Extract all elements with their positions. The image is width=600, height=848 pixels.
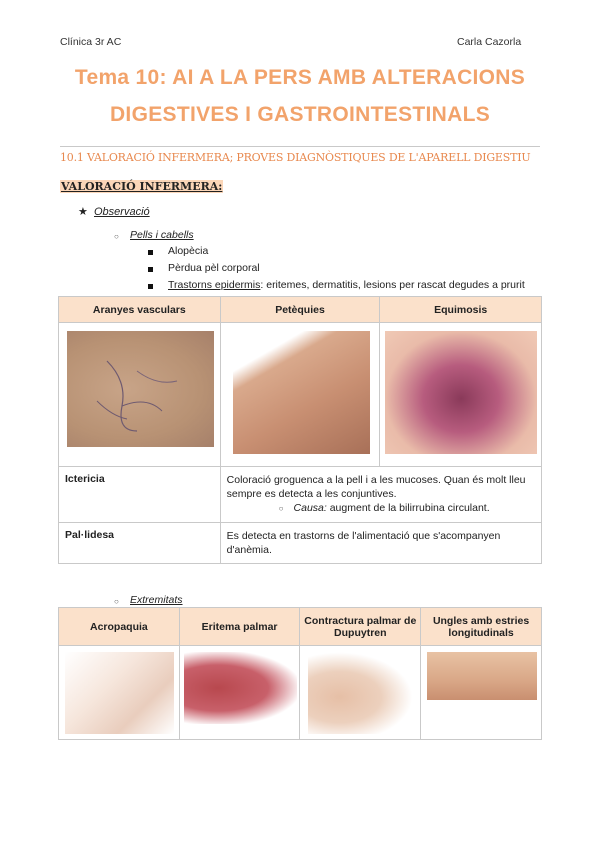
observacio-label: Observació — [94, 206, 150, 218]
clubbing-illustration — [65, 652, 174, 734]
image-cell — [59, 646, 180, 740]
skin-signs-table — [58, 296, 542, 564]
header-right: Carla Cazorla — [457, 36, 522, 48]
square-bullet-icon — [148, 267, 153, 272]
list-item: Pèrdua pèl corporal — [168, 262, 260, 274]
section-heading: 10.1 VALORACIÓ INFERMERA; PROVES DIAGNÒSTIQUES DE L'APARELL DIGESTIU — [60, 151, 531, 164]
horizontal-rule — [60, 146, 540, 147]
subsection-heading: VALORACIÓ INFERMERA: — [61, 180, 223, 193]
icteric-description: Coloració groguenca a la pell i a les mucoses. Quan és molt lleu sempre es detecta a les conjuntives. — [226, 474, 526, 500]
causa-text: augment de la bilirrubina circulant. — [326, 502, 490, 514]
image-cell — [300, 646, 421, 740]
dupuytren-image — [308, 652, 413, 734]
ecchymosis-image — [385, 331, 537, 454]
image-cell — [179, 646, 300, 740]
table-header: Acropaquia — [59, 608, 180, 646]
causa-label: Causa: — [293, 502, 327, 514]
extremities-table — [58, 607, 542, 740]
palmar-erythema-image — [184, 652, 297, 724]
star-icon: ★ — [78, 206, 88, 218]
pells-label: Pells i cabells — [130, 229, 194, 241]
extremitats-label: Extremitats — [130, 594, 183, 606]
trastorns-text: : eritemes, dermatitis, lesions per rascat degudes a prurit — [260, 279, 525, 291]
table-header: Aranyes vasculars — [59, 297, 221, 323]
row-label-pallor: Pal·lidesa — [59, 523, 221, 564]
square-bullet-icon — [148, 284, 153, 289]
table-header: Eritema palmar — [179, 608, 300, 646]
row-desc-icteric — [220, 467, 541, 523]
hollow-circle-bullet-icon: ○ — [114, 232, 119, 241]
nail-ridges-image — [427, 652, 537, 700]
table-header: Ungles amb estries longitudinals — [421, 608, 542, 646]
square-bullet-icon — [148, 250, 153, 255]
image-cell — [59, 323, 221, 467]
vascular-spider-image — [67, 331, 214, 447]
image-cell — [421, 646, 542, 740]
trastorns-link: Trastorns epidermis — [168, 279, 261, 291]
row-desc-pallor: Es detecta en trastorns de l'alimentació que s'acompanyen d'anèmia. — [220, 523, 541, 564]
vein-pattern — [67, 331, 214, 447]
hollow-circle-bullet-icon: ○ — [114, 597, 119, 606]
image-cell — [220, 323, 380, 467]
row-label-icteric: Ictericia — [59, 467, 221, 523]
petechiae-image — [233, 331, 370, 454]
table-header: Petèquies — [220, 297, 380, 323]
table-header: Equimosis — [380, 297, 542, 323]
table-header: Contractura palmar de Dupuytren — [300, 608, 421, 646]
list-item-trastorns — [168, 279, 525, 291]
hollow-circle-bullet-icon: ○ — [278, 504, 284, 513]
document-title-line1: Tema 10: AI A LA PERS AMB ALTERACIONS — [74, 66, 526, 89]
causa-line — [227, 501, 535, 516]
image-cell — [380, 323, 542, 467]
document-title-line2: DIGESTIVES I GASTROINTESTINALS — [109, 103, 491, 126]
list-item: Alopècia — [168, 245, 209, 257]
header-left: Clínica 3r AC — [60, 36, 122, 48]
